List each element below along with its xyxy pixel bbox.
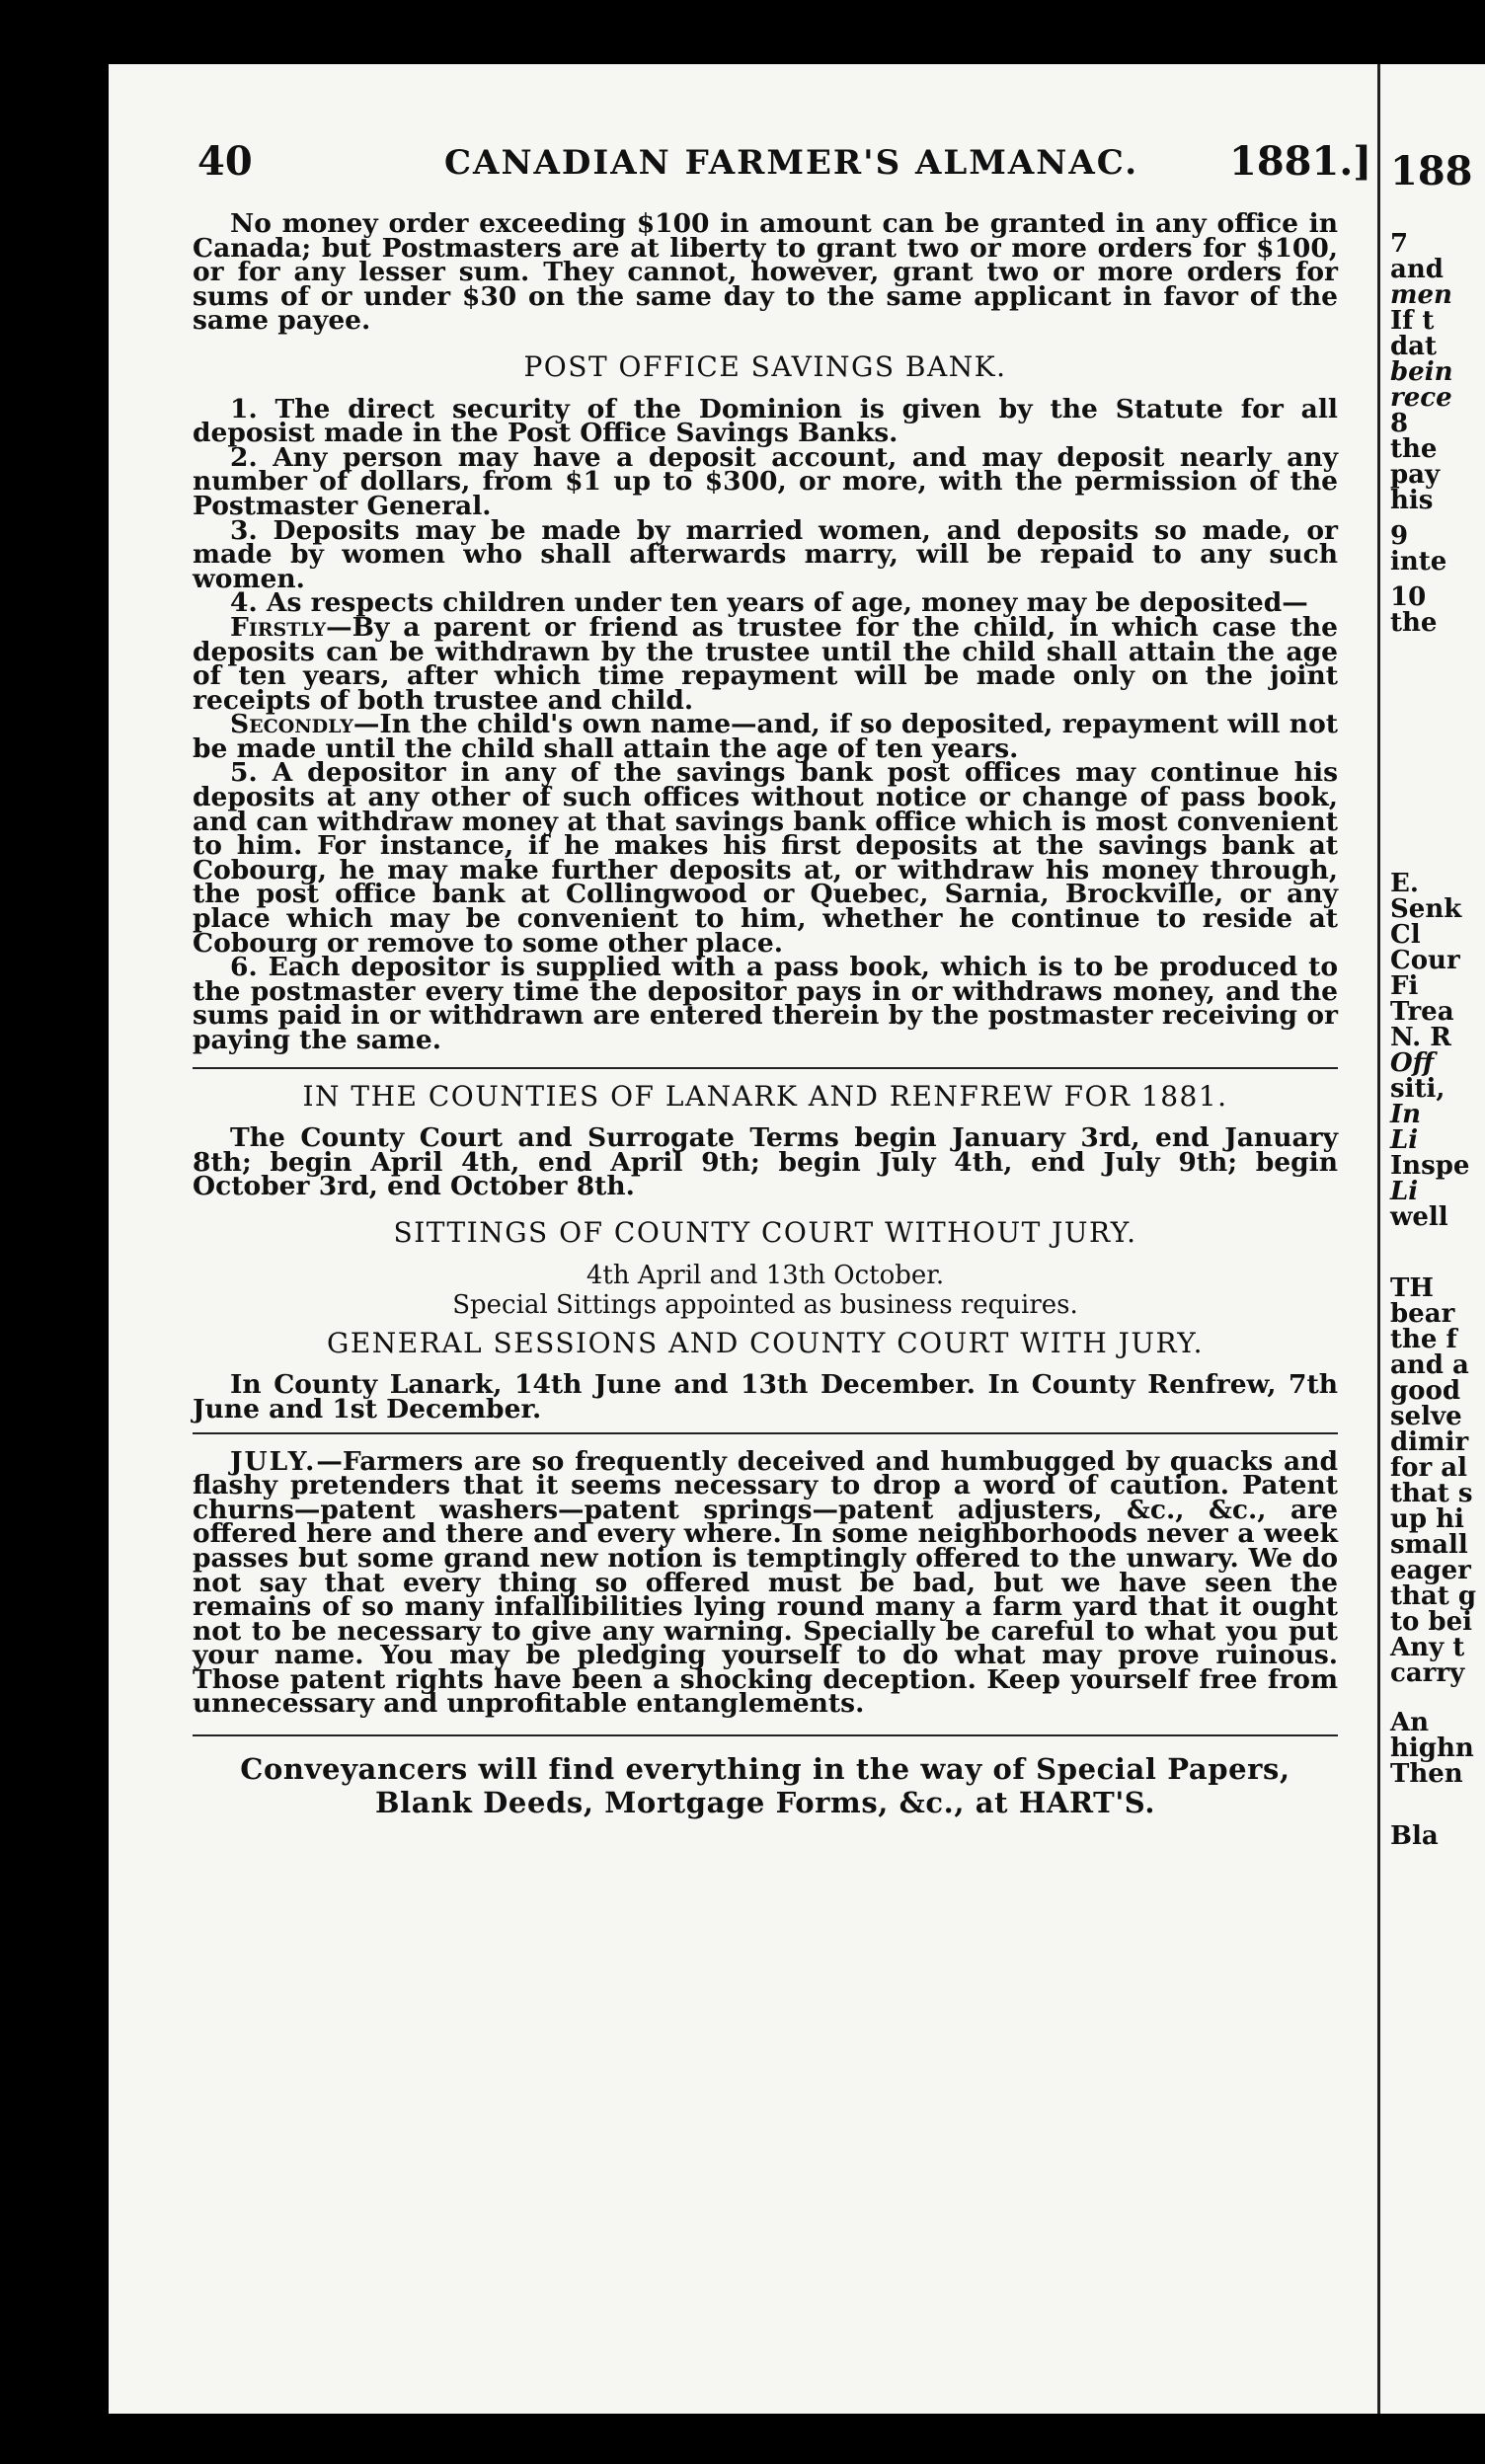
- facing-page-line: and: [1390, 255, 1444, 284]
- facing-page-line: good: [1390, 1376, 1461, 1406]
- facing-page-line: highn: [1390, 1733, 1474, 1763]
- firstly-text: —By a parent or friend as trustee for the child, in which case the deposits can be withdrawn by the trustee until the child shall attain the age of ten years, after which time repayment will be made only on the joint receipts of both trustee and child.: [193, 611, 1338, 716]
- facing-page-line: that s: [1390, 1479, 1473, 1508]
- running-title: CANADIAN FARMER'S ALMANAC.: [444, 143, 1139, 183]
- savings-bank-heading: POST OFFICE SAVINGS BANK.: [523, 349, 1007, 383]
- facing-page-line: to bei: [1390, 1607, 1473, 1637]
- secondly-label: Secondly: [230, 709, 353, 740]
- advert-line-1: Conveyancers will find everything in the way of Special Papers,: [240, 1752, 1290, 1787]
- facing-page-line: N. R: [1390, 1023, 1451, 1052]
- facing-page-line: 9: [1390, 521, 1409, 551]
- counties-terms: The County Court and Surrogate Terms begin January 3rd, end January 8th; begin April 4th, end April 9th; begin July 4th, end July 9th; begin October 3rd, end October 8th.: [193, 1122, 1338, 1202]
- facing-page-line: Any t: [1390, 1633, 1465, 1662]
- facing-page-line: that g: [1390, 1581, 1477, 1611]
- facing-page-line: and a: [1390, 1350, 1469, 1380]
- money-order-paragraph: No money order exceeding $100 in amount can be granted in any office in Canada; but Postmasters are at liberty to grant two or more orders for $100, or for any lesser sum. They cannot, however, grant two or more orders for sums of or under $30 on the same day to the same applicant in favor of the same payee.: [193, 208, 1338, 337]
- july-label: JULY.: [230, 1445, 317, 1477]
- facing-page-line: bein: [1390, 357, 1453, 387]
- facing-page-line: If t: [1390, 306, 1435, 336]
- secondly-text: —In the child's own name—and, if so deposited, repayment will not be made until the child shall attain the age of ten years.: [193, 709, 1338, 764]
- facing-page-line: the: [1390, 608, 1438, 638]
- july-divider: [193, 1432, 1338, 1434]
- section-divider: [193, 1067, 1338, 1069]
- facing-page-line: 8: [1390, 409, 1409, 438]
- facing-page-line: Senk: [1390, 894, 1462, 924]
- facing-page-line: pay: [1390, 460, 1441, 490]
- firstly-paragraph: [193, 611, 1338, 716]
- page-body: [193, 208, 1338, 1820]
- july-paragraph: [193, 1445, 1338, 1720]
- facing-page-line: Cour: [1390, 946, 1460, 975]
- facing-page-line: 10: [1390, 582, 1427, 612]
- facing-page-line: his: [1390, 486, 1434, 515]
- firstly-label: Firstly: [230, 611, 327, 643]
- facing-page-line: In: [1390, 1100, 1422, 1129]
- sessions-heading: GENERAL SESSIONS AND COUNTY COURT WITH JURY.: [326, 1326, 1205, 1359]
- facing-page-line: Fi: [1390, 971, 1419, 1001]
- facing-page-line: rece: [1390, 383, 1452, 413]
- facing-page-line: E.: [1390, 869, 1419, 898]
- savings-item-6: 6. Each depositor is supplied with a pass book, which is to be produced to the postmaster every time the depositor pays in or withdraws money, and the sums paid in or withdrawn are entered therein by the postmaster receiving or paying the same.: [193, 952, 1338, 1055]
- running-year: 1881.]: [1229, 138, 1372, 185]
- secondly-paragraph: [193, 709, 1338, 764]
- facing-page-line: 188: [1390, 148, 1473, 194]
- facing-page-line: carry: [1390, 1658, 1465, 1688]
- facing-page-line: the: [1390, 434, 1438, 464]
- savings-item-1: 1. The direct security of the Dominion is given by the Statute for all deposist made in the Post Office Savings Banks.: [193, 393, 1338, 449]
- savings-item-2: 2. Any person may have a deposit account, and may deposit nearly any number of dollars, from $1 up to $300, or more, with the permission of the Postmaster General.: [193, 441, 1338, 521]
- facing-page-line: well: [1390, 1202, 1448, 1232]
- savings-item-5: 5. A depositor in any of the savings bank post offices may continue his deposits at any other of such offices without notice or change of pass book, and can withdraw money at that savings bank office which is most convenient to him. For instance, if he makes his first deposits at the savings bank at Cobourg, he may make further deposits at, or withdraw his money through, the post office bank at Collingwood or Quebec, Sarnia, Brockville, or any place which may be convenient to him, whether he continue to reside at Cobourg or remove to some other place.: [193, 757, 1338, 959]
- sittings-special: Special Sittings appointed as business requires.: [452, 1290, 1078, 1321]
- facing-page-line: dat: [1390, 332, 1438, 361]
- facing-page-line: Inspe: [1390, 1151, 1470, 1181]
- page-number: 40: [197, 138, 253, 185]
- facing-page-line: men: [1390, 280, 1452, 310]
- sittings-dates: 4th April and 13th October.: [586, 1260, 945, 1290]
- facing-page-line: selve: [1390, 1402, 1462, 1431]
- facing-page-line: up hi: [1390, 1504, 1464, 1534]
- savings-item-3: 3. Deposits may be made by married women, and deposits so made, or made by women who shall afterwards marry, will be repaid to any such women.: [193, 514, 1338, 594]
- facing-page-line: the f: [1390, 1325, 1457, 1354]
- counties-heading: IN THE COUNTIES OF LANARK AND RENFREW FOR 1881.: [302, 1079, 1228, 1113]
- advert-divider: [193, 1734, 1338, 1736]
- facing-page-line: siti,: [1390, 1074, 1446, 1104]
- facing-page-line: bear: [1390, 1299, 1455, 1329]
- facing-page-line: Then: [1390, 1759, 1463, 1789]
- facing-page-line: Bla: [1390, 1821, 1439, 1851]
- facing-page-line: An: [1390, 1708, 1430, 1737]
- facing-page-line: Li: [1390, 1125, 1419, 1155]
- facing-page-line: TH: [1390, 1273, 1434, 1303]
- advert-line-2: Blank Deeds, Mortgage Forms, &c., at HART'S.: [374, 1786, 1156, 1820]
- facing-page-line: for al: [1390, 1453, 1467, 1483]
- facing-page-line: eager: [1390, 1556, 1471, 1585]
- facing-page-line: dimir: [1390, 1427, 1469, 1457]
- facing-page-line: small: [1390, 1530, 1468, 1560]
- facing-page-line: Cl: [1390, 920, 1421, 950]
- advertisement: [193, 1752, 1338, 1819]
- facing-page-line: 7: [1390, 229, 1409, 259]
- facing-page-line: Li: [1390, 1177, 1419, 1206]
- savings-item-4: 4. As respects children under ten years of age, money may be deposited—: [230, 587, 1308, 619]
- facing-page-line: inte: [1390, 547, 1447, 577]
- sessions-text: In County Lanark, 14th June and 13th December. In County Renfrew, 7th June and 1st December.: [193, 1369, 1338, 1424]
- july-text: —Farmers are so frequently deceived and humbugged by quacks and flashy pretenders that it seems necessary to drop a word of caution. Patent churns—patent washers—patent springs—patent adjusters, &c., &c., are offered here and there and every where. In some neighborhoods never a week passes but some grand new notion is temptingly offered to the unwary. We do not say that every thing so offered must be bad, but we have seen the remains of so many infallibilities lying round many a farm yard that it ought not to be necessary to give any warning. Specially be careful to what you put your name. You may be pledging yourself to do what may prove ruinous. Those patent rights have been a shocking deception. Keep yourself free from unnecessary and unprofitable entanglements.: [193, 1445, 1338, 1720]
- facing-page-line: Trea: [1390, 997, 1454, 1027]
- facing-page-line: Off: [1390, 1048, 1435, 1078]
- sittings-heading: SITTINGS OF COUNTY COURT WITHOUT JURY.: [393, 1215, 1137, 1249]
